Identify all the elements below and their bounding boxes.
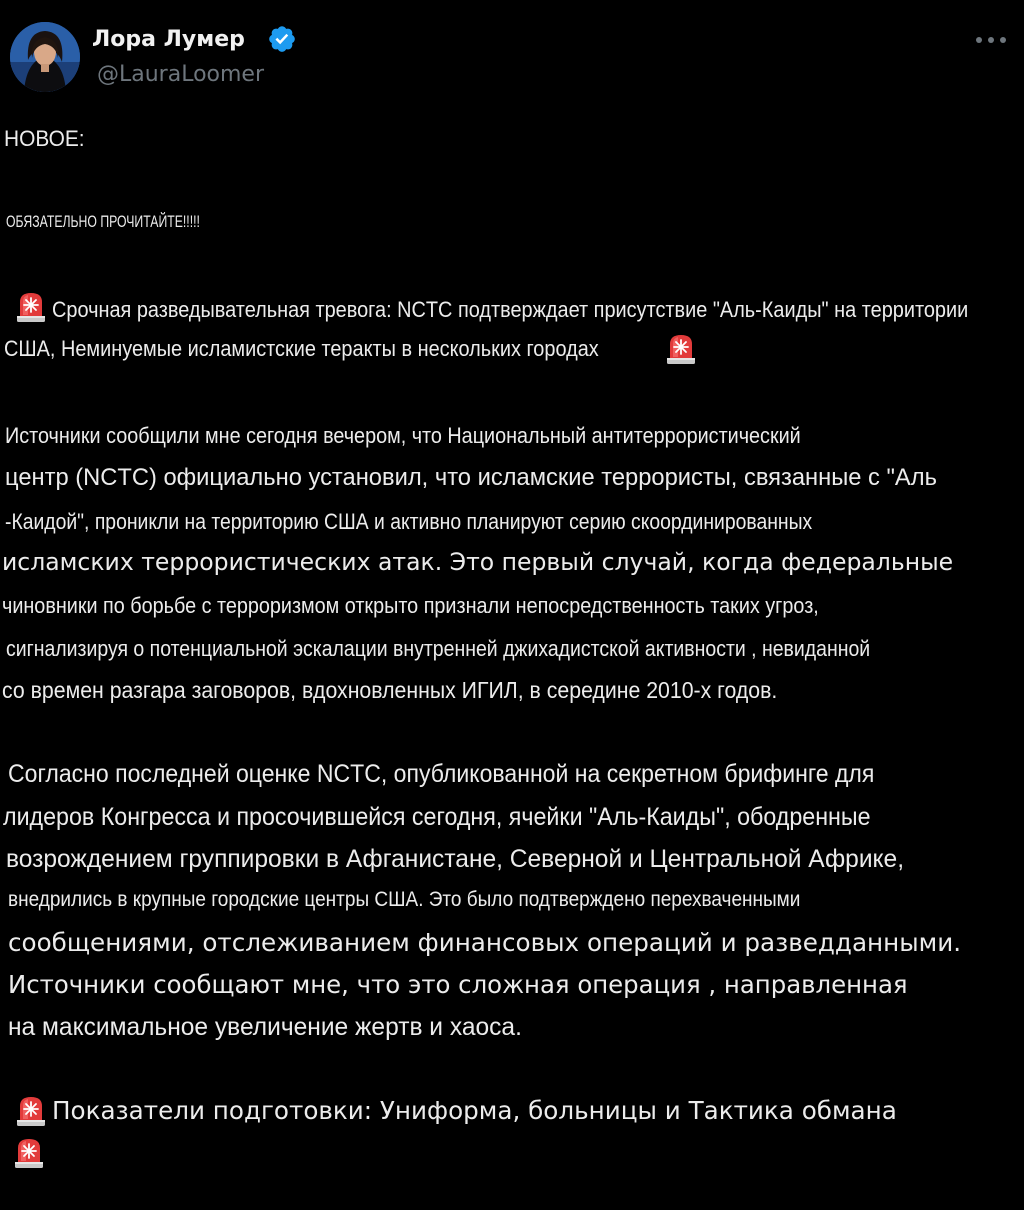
headline-line-2: [4, 336, 661, 362]
text-new: НОВОЕ:: [4, 126, 85, 151]
p2-line-7: на максимальное увеличение жертв и хаоса.: [8, 1013, 522, 1041]
police-car-light-icon: [12, 1136, 46, 1170]
police-car-light-icon: [14, 1094, 48, 1128]
p1-line-4: исламских террористических атак. Это первый случай, когда федеральные: [2, 548, 954, 576]
tweet-header: [0, 0, 1024, 100]
more-icon[interactable]: [976, 30, 1006, 50]
verified-badge-icon: [267, 24, 297, 54]
p1-line-5: чиновники по борьбе с терроризмом открыто признали непосредственность таких угроз,: [2, 593, 819, 618]
p3-line-1: Показатели подготовки: Униформа, больницы и Тактика обмана: [52, 1096, 897, 1125]
p1-line-3: -Каидой", проникли на территорию США и активно планируют серию скоординированных: [5, 509, 813, 534]
p1-line-6: сигнализируя о потенциальной эскалации внутренней джихадистской активности , невиданной: [6, 636, 871, 661]
p1-line-1: Источники сообщили мне сегодня вечером, что Национальный антитеррористический: [5, 423, 801, 448]
author-row: [92, 24, 297, 54]
police-car-light-icon: [14, 290, 48, 324]
p1-line-2: центр (NCTC) официально установил, что исламские террористы, связанные с "Аль: [5, 464, 937, 491]
headline-text-2: США, Неминуемые исламистские теракты в нескольких городах: [4, 336, 599, 361]
headline-line-1: [14, 290, 1024, 324]
police-car-light-icon: [664, 332, 698, 366]
p1-line-7: со времен разгара заговоров, вдохновленных ИГИЛ, в середине 2010-х годов.: [2, 677, 778, 703]
p2-line-3: возрождением группировки в Афганистане, Северной и Центральной Африке,: [6, 845, 905, 873]
author-name[interactable]: Лора Лумер: [92, 26, 245, 52]
avatar[interactable]: [10, 22, 80, 92]
headline-text-1: Срочная разведывательная тревога: NCTC подтверждает присутствие "Аль-Каиды" на территории: [52, 297, 969, 322]
p2-line-6: Источники сообщают мне, что это сложная операция , направленная: [8, 970, 908, 999]
p2-line-1: Согласно последней оценке NCTC, опубликованной на секретном брифинге для: [8, 760, 875, 788]
author-handle[interactable]: @LauraLoomer: [97, 62, 265, 87]
p2-line-5: сообщениями, отслеживанием финансовых операций и разведданными.: [8, 928, 962, 957]
p2-line-2: лидеров Конгресса и просочившейся сегодня, ячейки "Аль-Каиды", ободренные: [3, 803, 871, 831]
p2-line-4: внедрились в крупные городские центры США. Это было подтверждено перехваченными: [8, 888, 801, 911]
text-must-read: ОБЯЗАТЕЛЬНО ПРОЧИТАЙТЕ!!!!!: [6, 212, 200, 231]
